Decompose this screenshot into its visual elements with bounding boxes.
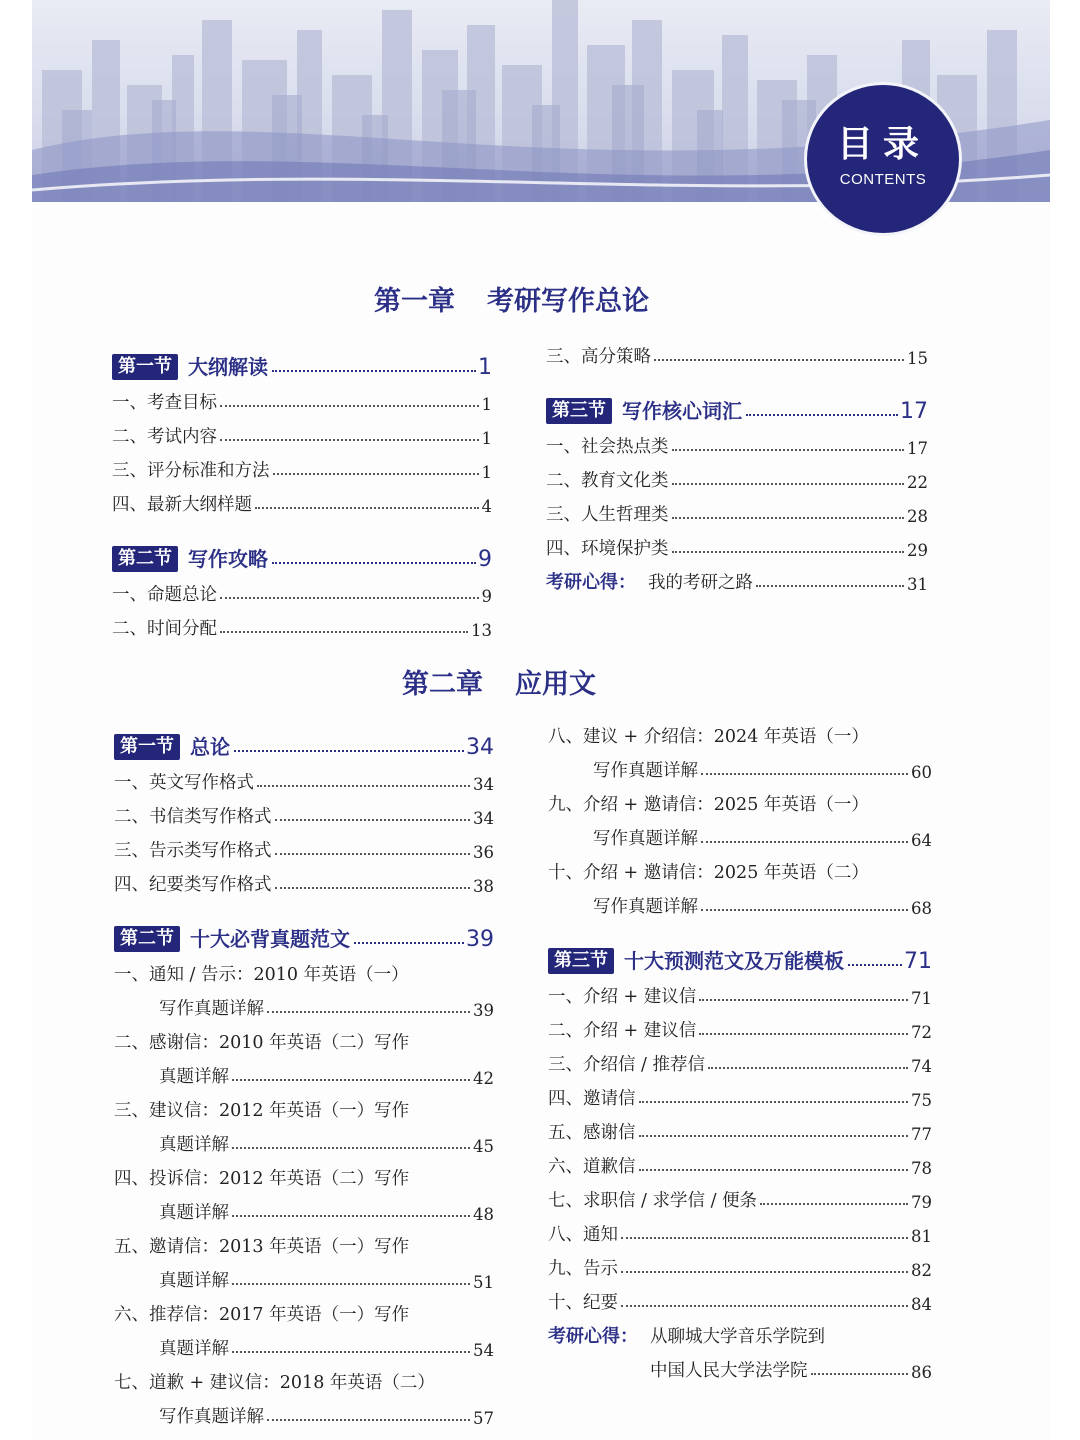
- dot-leader: [273, 473, 479, 475]
- dot-leader: [220, 597, 479, 599]
- page-number: 17: [900, 399, 928, 424]
- chapter-1-heading: [374, 279, 649, 318]
- page-number: 13: [471, 621, 492, 640]
- page-number: 45: [473, 1137, 494, 1156]
- toc-entry[interactable]: [112, 448, 492, 482]
- study-note-entry[interactable]: [548, 1314, 932, 1348]
- toc-entry[interactable]: [548, 1178, 932, 1212]
- toc-entry[interactable]: [112, 380, 492, 414]
- dot-leader: [272, 370, 476, 372]
- entry-title: 一、社会热点类: [546, 437, 669, 457]
- dot-leader: [232, 1351, 470, 1353]
- dot-leader: [220, 631, 468, 633]
- dot-leader: [220, 439, 479, 441]
- toc-entry[interactable]: [114, 862, 494, 896]
- toc-entry-heading[interactable]: [548, 782, 932, 816]
- entry-title: 真题详解: [159, 1339, 229, 1359]
- entry-title: 五、感谢信: [548, 1123, 636, 1143]
- toc-entry[interactable]: [114, 828, 494, 862]
- page-number: 81: [911, 1227, 932, 1246]
- toc-entry-heading[interactable]: [114, 1224, 494, 1258]
- entry-title: 四、邀请信: [548, 1089, 636, 1109]
- section-spacer: [114, 896, 494, 908]
- page-number: 71: [911, 989, 932, 1008]
- toc-entry[interactable]: [548, 974, 932, 1008]
- toc-entry[interactable]: [548, 1280, 932, 1314]
- toc-entry[interactable]: [546, 458, 928, 492]
- entry-title: 九、介绍 + 邀请信：2025 年英语（一）: [548, 795, 869, 815]
- dot-leader: [232, 1215, 470, 1217]
- dot-leader: [708, 1067, 908, 1069]
- entry-title: 七、求职信 / 求学信 / 便条: [548, 1191, 758, 1211]
- toc-entry[interactable]: [548, 1042, 932, 1076]
- entry-title: 一、介绍 + 建议信: [548, 987, 697, 1007]
- toc-entry[interactable]: [546, 492, 928, 526]
- toc-entry[interactable]: [112, 414, 492, 448]
- section-spacer: [112, 516, 492, 528]
- dot-leader: [672, 517, 905, 519]
- page-number: 28: [907, 507, 928, 526]
- entry-title: 六、推荐信：2017 年英语（一）写作: [114, 1305, 410, 1325]
- entry-title: 九、告示: [548, 1259, 618, 1279]
- entry-title: 二、时间分配: [112, 619, 217, 639]
- dot-leader: [621, 1305, 908, 1307]
- dot-leader: [255, 507, 479, 509]
- page-number: 38: [473, 877, 494, 896]
- toc-entry-heading[interactable]: [114, 952, 494, 986]
- page-number: 36: [473, 843, 494, 862]
- page-number: 42: [473, 1069, 494, 1088]
- toc-entry-heading[interactable]: [548, 850, 932, 884]
- entry-title: 从聊城大学音乐学院到: [650, 1327, 825, 1347]
- page-number: 9: [478, 547, 492, 572]
- toc-entry-heading[interactable]: [114, 1360, 494, 1394]
- section-tag: 第一节: [112, 354, 178, 380]
- toc-entry[interactable]: [114, 1122, 494, 1156]
- entry-title: 一、考查目标: [112, 393, 217, 413]
- entry-title: 八、通知: [548, 1225, 618, 1245]
- badge-subtitle: CONTENTS: [839, 171, 927, 188]
- toc-entry[interactable]: [112, 572, 492, 606]
- page-number: 31: [907, 575, 928, 594]
- note-label: 考研心得：: [548, 1326, 638, 1347]
- toc-entry[interactable]: [548, 884, 932, 918]
- dot-leader: [639, 1169, 909, 1171]
- entry-title: 二、介绍 + 建议信: [548, 1021, 697, 1041]
- toc-entry[interactable]: [112, 482, 492, 516]
- section-title: 大纲解读: [188, 355, 268, 379]
- toc-entry[interactable]: [546, 526, 928, 560]
- entry-title: 四、环境保护类: [546, 539, 669, 559]
- page-number: 1: [481, 463, 492, 482]
- entry-title: 三、告示类写作格式: [114, 841, 272, 861]
- section-spacer: [546, 368, 928, 380]
- page-number: 17: [907, 439, 928, 458]
- note-label: 考研心得：: [546, 572, 636, 593]
- chapter-2-right-column: [548, 714, 932, 1382]
- page-number: 1: [478, 355, 492, 380]
- chapter-1-right-column: [546, 334, 928, 594]
- toc-entry[interactable]: [548, 1076, 932, 1110]
- dot-leader: [760, 1203, 908, 1205]
- chapter-2-left-column: [114, 716, 494, 1428]
- page-number: 82: [911, 1261, 932, 1280]
- entry-title: 三、建议信：2012 年英语（一）写作: [114, 1101, 410, 1121]
- section-tag: 第三节: [546, 398, 612, 424]
- study-note-entry[interactable]: [546, 560, 928, 594]
- page-number: 39: [466, 927, 494, 952]
- toc-entry-heading[interactable]: [114, 1020, 494, 1054]
- entry-title: 四、纪要类写作格式: [114, 875, 272, 895]
- dot-leader: [701, 841, 908, 843]
- entry-title: 我的考研之路: [648, 573, 753, 593]
- page-number: 51: [473, 1273, 494, 1292]
- entry-title: 三、介绍信 / 推荐信: [548, 1055, 706, 1075]
- toc-entry[interactable]: [112, 606, 492, 640]
- dot-leader: [234, 750, 464, 752]
- page-number: 78: [911, 1159, 932, 1178]
- entry-title: 一、命题总论: [112, 585, 217, 605]
- entry-title: 一、英文写作格式: [114, 773, 254, 793]
- page-number: 77: [911, 1125, 932, 1144]
- entry-title: 一、通知 / 告示：2010 年英语（一）: [114, 965, 409, 985]
- entry-title: 写作真题详解: [159, 1407, 264, 1427]
- dot-leader: [232, 1147, 470, 1149]
- dot-leader: [699, 999, 908, 1001]
- dot-leader: [639, 1135, 909, 1137]
- section-spacer: [548, 918, 932, 930]
- dot-leader: [701, 773, 908, 775]
- badge-title: 目录: [836, 124, 929, 165]
- toc-entry-heading[interactable]: [114, 1088, 494, 1122]
- section-tag: 第三节: [548, 948, 614, 974]
- page-number: 29: [907, 541, 928, 560]
- dot-leader: [811, 1373, 909, 1375]
- entry-title: 真题详解: [159, 1135, 229, 1155]
- entry-title: 中国人民大学法学院: [650, 1361, 808, 1381]
- section-title: 总论: [190, 735, 230, 759]
- entry-title: 四、最新大纲样题: [112, 495, 252, 515]
- page-number: 34: [473, 809, 494, 828]
- page-number: 68: [911, 899, 932, 918]
- chapter-2-title: 应用文: [515, 669, 596, 700]
- toc-section-entry[interactable]: [548, 930, 932, 974]
- dot-leader: [275, 887, 471, 889]
- dot-leader: [267, 1419, 470, 1421]
- toc-entry[interactable]: [548, 1246, 932, 1280]
- entry-title: 真题详解: [159, 1067, 229, 1087]
- page-number: 1: [481, 429, 492, 448]
- section-tag: 第二节: [112, 546, 178, 572]
- dot-leader: [272, 562, 476, 564]
- section-title: 写作攻略: [188, 547, 268, 571]
- entry-title: 写作真题详解: [593, 897, 698, 917]
- toc-entry[interactable]: [114, 1190, 494, 1224]
- dot-leader: [756, 585, 904, 587]
- toc-section-entry[interactable]: [112, 528, 492, 572]
- toc-entry[interactable]: [114, 1258, 494, 1292]
- toc-entry[interactable]: [548, 1212, 932, 1246]
- entry-title: 二、教育文化类: [546, 471, 669, 491]
- entry-title: 二、书信类写作格式: [114, 807, 272, 827]
- page-number: 57: [473, 1409, 494, 1428]
- page-number: 15: [907, 349, 928, 368]
- page-number: 39: [473, 1001, 494, 1020]
- entry-title: 五、邀请信：2013 年英语（一）写作: [114, 1237, 410, 1257]
- section-tag: 第二节: [114, 926, 180, 952]
- entry-title: 二、考试内容: [112, 427, 217, 447]
- toc-section-entry[interactable]: [114, 716, 494, 760]
- page-number: 84: [911, 1295, 932, 1314]
- entry-title: 六、道歉信: [548, 1157, 636, 1177]
- entry-title: 三、人生哲理类: [546, 505, 669, 525]
- page-number: 79: [911, 1193, 932, 1212]
- toc-entry[interactable]: [114, 1326, 494, 1360]
- section-tag: 第一节: [114, 734, 180, 760]
- dot-leader: [621, 1237, 908, 1239]
- toc-entry[interactable]: [114, 986, 494, 1020]
- dot-leader: [701, 909, 908, 911]
- page-number: 9: [481, 587, 492, 606]
- toc-entry[interactable]: [114, 1394, 494, 1428]
- page-number: 71: [904, 949, 932, 974]
- toc-section-entry[interactable]: [114, 908, 494, 952]
- chapter-2-number: 第二章: [402, 669, 483, 700]
- dot-leader: [699, 1033, 908, 1035]
- page-number: 54: [473, 1341, 494, 1360]
- dot-leader: [746, 414, 898, 416]
- chapter-1-number: 第一章: [374, 286, 455, 317]
- dot-leader: [621, 1271, 908, 1273]
- chapter-1-title: 考研写作总论: [487, 286, 649, 317]
- page-number: 34: [473, 775, 494, 794]
- entry-title: 真题详解: [159, 1203, 229, 1223]
- dot-leader: [672, 483, 905, 485]
- dot-leader: [672, 449, 905, 451]
- page-number: 1: [481, 395, 492, 414]
- dot-leader: [672, 551, 905, 553]
- entry-title: 写作真题详解: [593, 761, 698, 781]
- toc-entry[interactable]: [114, 1054, 494, 1088]
- chapter-1-left-column: [112, 336, 492, 640]
- dot-leader: [848, 964, 902, 966]
- entry-title: 三、高分策略: [546, 347, 651, 367]
- dot-leader: [354, 942, 464, 944]
- toc-entry[interactable]: [548, 1110, 932, 1144]
- page-number: 64: [911, 831, 932, 850]
- page-number: 4: [481, 497, 492, 516]
- dot-leader: [639, 1101, 909, 1103]
- entry-title: 七、道歉 + 建议信：2018 年英语（二）: [114, 1373, 435, 1393]
- contents-badge: [807, 85, 959, 233]
- toc-entry[interactable]: [548, 748, 932, 782]
- toc-section-entry[interactable]: [112, 336, 492, 380]
- entry-title: 写作真题详解: [593, 829, 698, 849]
- page-number: 86: [911, 1363, 932, 1382]
- chapter-2-heading: [402, 662, 596, 701]
- study-note-entry-continued[interactable]: [548, 1348, 932, 1382]
- toc-entry[interactable]: [548, 1008, 932, 1042]
- page-number: 22: [907, 473, 928, 492]
- dot-leader: [257, 785, 470, 787]
- dot-leader: [654, 359, 904, 361]
- dot-leader: [275, 853, 471, 855]
- page-number: 75: [911, 1091, 932, 1110]
- section-title: 写作核心词汇: [622, 399, 742, 423]
- dot-leader: [232, 1283, 470, 1285]
- dot-leader: [220, 405, 479, 407]
- toc-entry[interactable]: [548, 816, 932, 850]
- toc-entry[interactable]: [546, 334, 928, 368]
- page-number: 72: [911, 1023, 932, 1042]
- entry-title: 八、建议 + 介绍信：2024 年英语（一）: [548, 727, 869, 747]
- toc-page: [32, 0, 1050, 1440]
- entry-title: 十、介绍 + 邀请信：2025 年英语（二）: [548, 863, 869, 883]
- entry-title: 真题详解: [159, 1271, 229, 1291]
- section-title: 十大必背真题范文: [190, 927, 350, 951]
- toc-entry[interactable]: [114, 760, 494, 794]
- toc-section-entry[interactable]: [546, 380, 928, 424]
- page-number: 48: [473, 1205, 494, 1224]
- dot-leader: [232, 1079, 470, 1081]
- toc-entry-heading[interactable]: [548, 714, 932, 748]
- entry-title: 十、纪要: [548, 1293, 618, 1313]
- entry-title: 四、投诉信：2012 年英语（二）写作: [114, 1169, 410, 1189]
- toc-entry-heading[interactable]: [114, 1292, 494, 1326]
- dot-leader: [267, 1011, 470, 1013]
- page-number: 60: [911, 763, 932, 782]
- entry-title: 写作真题详解: [159, 999, 264, 1019]
- entry-title: 三、评分标准和方法: [112, 461, 270, 481]
- section-title: 十大预测范文及万能模板: [624, 949, 844, 973]
- toc-entry[interactable]: [548, 1144, 932, 1178]
- page-number: 74: [911, 1057, 932, 1076]
- toc-entry[interactable]: [546, 424, 928, 458]
- dot-leader: [275, 819, 471, 821]
- entry-title: 二、感谢信：2010 年英语（二）写作: [114, 1033, 410, 1053]
- toc-entry[interactable]: [114, 794, 494, 828]
- toc-entry-heading[interactable]: [114, 1156, 494, 1190]
- page-number: 34: [466, 735, 494, 760]
